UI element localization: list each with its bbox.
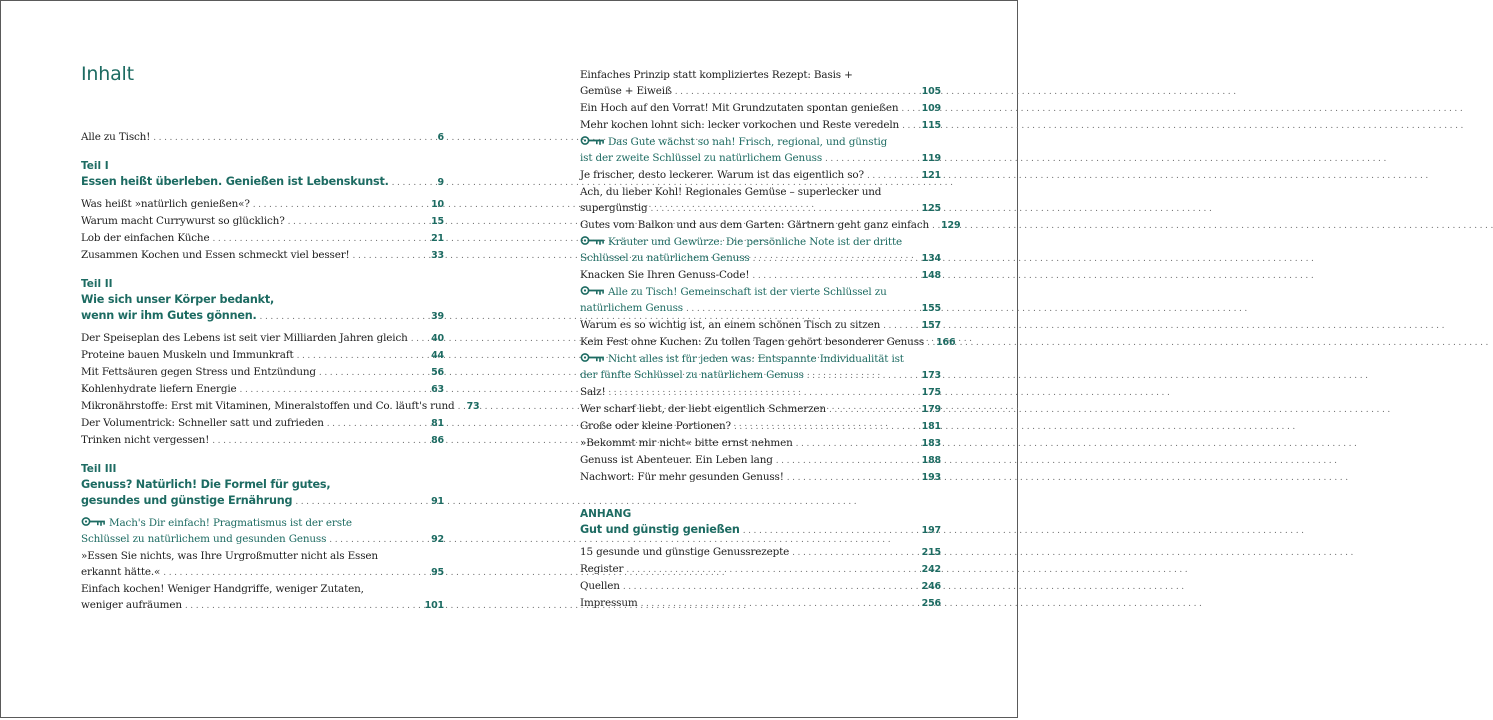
toc-entry[interactable]: Impressum . . . 256 (580, 595, 941, 612)
toc-entry[interactable]: Was heißt »natürlich genießen«? . . . 10 (81, 196, 444, 213)
toc-entry[interactable]: Kein Fest ohne Kuchen: Zu tollen Tagen gehört besonderer Genuss . . . 166 (580, 334, 941, 351)
toc-entry[interactable]: Große oder kleine Portionen? . . . 181 (580, 418, 941, 435)
toc-entry[interactable]: Kohlenhydrate liefern Energie . . . 63 (81, 381, 444, 398)
toc-entry[interactable]: Warum macht Currywurst so glücklich? . . . 15 (81, 213, 444, 230)
part-title-entry[interactable]: Essen heißt überleben. Genießen ist Lebenskunst. . . . 9 (81, 174, 444, 191)
toc-entry[interactable]: Einfaches Prinzip statt kompliziertes Rezept: Basis + Gemüse + Eiweiß . . . 105 (580, 67, 941, 100)
toc-entry[interactable]: Der Speiseplan des Lebens ist seit vier Milliarden Jahren gleich . . . 40 (81, 330, 444, 347)
dot-leader (743, 523, 919, 539)
toc-entry[interactable]: Mehr kochen lohnt sich: lecker vorkochen und Reste veredeln . . . 115 (580, 117, 941, 134)
appendix-title-entry[interactable]: Gut und günstig genießen . . . 197 (580, 522, 941, 539)
toc-entry[interactable]: Einfach kochen! Weniger Handgriffe, weniger Zutaten, weniger aufräumen . . . 101 (81, 581, 444, 614)
part-title-line: Wie sich unser Körper bedankt, (81, 293, 275, 306)
toc-entry[interactable]: »Essen Sie nichts, was Ihre Urgroßmutter nicht als Essen erkannt hätte.« . . . 95 (81, 548, 444, 581)
key-icon (580, 135, 605, 146)
part-heading: Teil I (81, 160, 109, 172)
part-title-entry[interactable]: wenn wir ihm Gutes gönnen. . . . 39 (81, 308, 444, 325)
toc-title: Inhalt (81, 63, 134, 85)
dot-leader (295, 494, 428, 510)
toc-list (81, 196, 444, 264)
toc-entry[interactable]: Nachwort: Für mehr gesunden Genuss! . . . 193 (580, 469, 941, 486)
toc-entry[interactable]: Ein Hoch auf den Vorrat! Mit Grundzutaten spontan genießen . . . 109 (580, 100, 941, 117)
key-icon (580, 235, 605, 246)
part-title-entry[interactable]: gesundes und günstige Ernährung . . . 91 (81, 493, 444, 510)
toc-entry[interactable]: Je frischer, desto leckerer. Warum ist das eigentlich so? . . . 121 (580, 167, 941, 184)
toc-entry[interactable]: Proteine bauen Muskeln und Immunkraft . . . 44 (81, 347, 444, 364)
toc-entry[interactable]: Der Volumentrick: Schneller satt und zufrieden . . . 81 (81, 415, 444, 432)
toc-entry[interactable]: Quellen . . . 246 (580, 578, 941, 595)
key-entry[interactable]: Alle zu Tisch! Gemeinschaft ist der vierte Schlüssel zu natürlichem Genuss . . . 155 (580, 284, 941, 317)
left-page (81, 63, 480, 614)
toc-entry[interactable]: 15 gesunde und günstige Genussrezepte . . . 215 (580, 544, 941, 561)
part-title-line: Genuss? Natürlich! Die Formel für gutes, (81, 478, 331, 491)
toc-list (580, 544, 941, 612)
toc-entry[interactable]: »Bekommt mir nicht« bitte ernst nehmen . . . 183 (580, 435, 941, 452)
toc-entry[interactable]: Mit Fettsäuren gegen Stress und Entzündung . . . 56 (81, 364, 444, 381)
toc-entry[interactable]: Warum es so wichtig ist, an einem schönen Tisch zu sitzen . . . 157 (580, 317, 941, 334)
dot-leader (260, 309, 429, 325)
toc-entry[interactable]: Lob der einfachen Küche . . . 21 (81, 230, 444, 247)
key-entry[interactable]: Kräuter und Gewürze: Die persönliche Note ist der dritte Schlüssel zu natürlichem Genuss . . . 134 (580, 234, 941, 267)
toc-entry[interactable]: Knacken Sie Ihren Genuss-Code! . . . 148 (580, 267, 941, 284)
part-heading: Teil III (81, 463, 117, 475)
toc-entry[interactable]: Ach, du lieber Kohl! Regionales Gemüse – superlecker und supergünstig . . . 125 (580, 184, 941, 217)
key-entry[interactable]: Das Gute wächst so nah! Frisch, regional, und günstig ist der zweite Schlüssel zu natürlichem Genuss . . . 119 (580, 134, 941, 167)
right-page (580, 67, 961, 612)
toc-entry-intro[interactable]: Alle zu Tisch! . . . 6 (81, 129, 444, 146)
key-entry[interactable]: Mach's Dir einfach! Pragmatismus ist der erste Schlüssel zu natürlichem und gesunden Genuss . . . 92 (81, 515, 444, 548)
toc-entry[interactable]: Register . . . 242 (580, 561, 941, 578)
part-heading: Teil II (81, 278, 113, 290)
appendix-heading: ANHANG (580, 508, 632, 520)
key-icon (81, 516, 106, 527)
dot-leader (153, 130, 434, 146)
key-icon (580, 285, 605, 296)
toc-entry[interactable]: Mikronährstoffe: Erst mit Vitaminen, Mineralstoffen und Co. läuft's rund . . . 73 (81, 398, 444, 415)
key-icon (580, 352, 605, 363)
toc-list (81, 330, 480, 449)
toc-entry[interactable]: Genuss ist Abenteuer. Ein Leben lang . . . 188 (580, 452, 941, 469)
toc-entry[interactable]: Zusammen Kochen und Essen schmeckt viel besser! . . . 33 (81, 247, 444, 264)
toc-entry[interactable]: Salz! . . . 175 (580, 384, 941, 401)
toc-entry[interactable]: Wer scharf liebt, der liebt eigentlich Schmerzen . . . 179 (580, 401, 941, 418)
key-entry[interactable]: Nicht alles ist für jeden was: Entspannte Individualität ist der fünfte Schlüssel zu natürlichem Genuss . . . 173 (580, 351, 941, 384)
toc-entry[interactable]: Gutes vom Balkon und aus dem Garten: Gärtnern geht ganz einfach . . . 129 (580, 217, 941, 234)
dot-leader (392, 175, 435, 191)
toc-list (580, 384, 941, 486)
toc-entry[interactable]: Trinken nicht vergessen! . . . 86 (81, 432, 444, 449)
